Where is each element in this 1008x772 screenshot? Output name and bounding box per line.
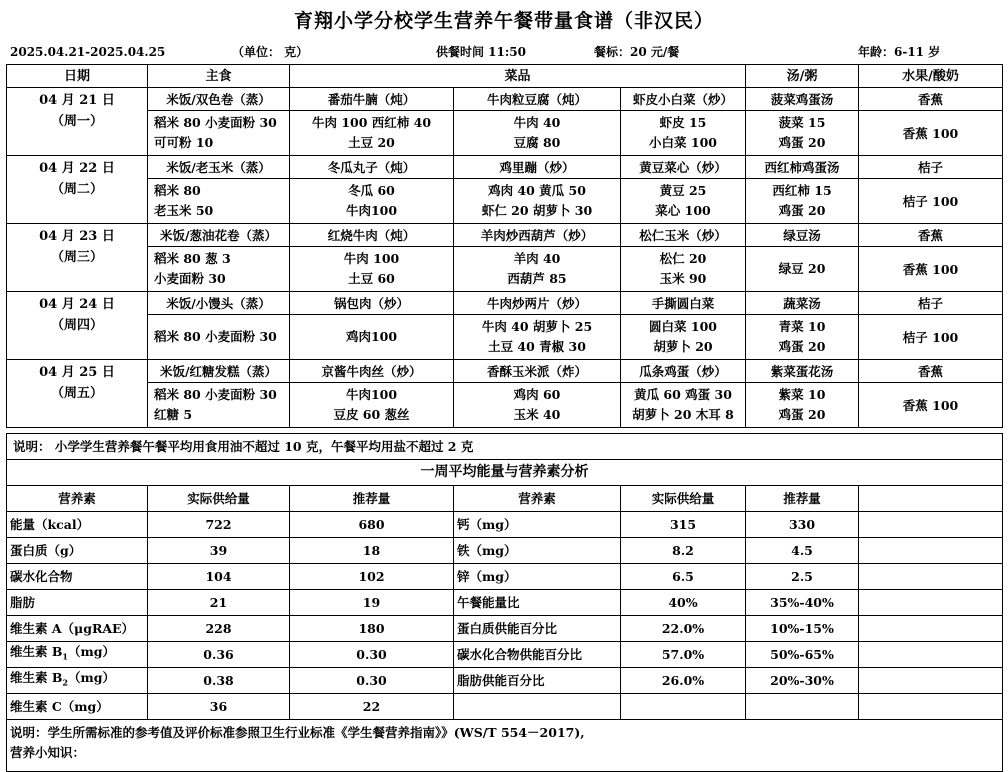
oil-salt-note: 说明： 小学学生营养餐午餐平均用食用油不超过 10 克，午餐平均用盐不超过 2 克: [7, 434, 1003, 460]
ingredient-line: 西红柿 15: [772, 183, 832, 198]
dish2-ingredients: [454, 315, 621, 360]
fruit-name: 桔子: [859, 292, 1003, 315]
dish3-name: 黄豆菜心（炒）: [621, 156, 746, 179]
ingredient-line: 鸡蛋 20: [778, 203, 826, 218]
soup-ingredients: [746, 315, 859, 360]
day-date: 04 月 23 日: [39, 229, 115, 244]
dish1-ingredients: [290, 111, 454, 156]
ingredient-line: 稻米 80 小麦面粉 30: [154, 115, 277, 130]
header-soup: 汤/粥: [746, 65, 859, 88]
ingredient-line: 菜心 100: [655, 203, 711, 218]
page-title: 育翔小学分校学生营养午餐带量食谱（非汉民）: [293, 10, 714, 32]
header-actual-2: 实际供给量: [621, 486, 746, 512]
dish3-ingredients: [621, 315, 746, 360]
actual-value: 21: [148, 590, 290, 616]
fruit-name: 桔子: [859, 156, 1003, 179]
nutrient-row: [7, 564, 1003, 590]
ingredient-line: 鸡肉 60: [513, 387, 561, 402]
recommended-value-2: [746, 694, 859, 720]
header-recommended: 推荐量: [290, 486, 454, 512]
actual-value-2: 22.0%: [621, 616, 746, 642]
nutrition-table: [6, 433, 1003, 772]
nutrient-row: [7, 694, 1003, 720]
nutrient-name-2: 铁（mg）: [454, 538, 621, 564]
nutrient-name: 能量（kcal）: [7, 512, 148, 538]
recommended-value-2: 20%-30%: [746, 668, 859, 694]
nutrient-name-2: 午餐能量比: [454, 590, 621, 616]
dish3-name: 虾皮小白菜（炒）: [621, 88, 746, 111]
ingredient-line: 牛肉 100 西红柿 40: [311, 115, 432, 130]
actual-value: 722: [148, 512, 290, 538]
dish3-ingredients: [621, 383, 746, 428]
ingredient-line: 胡萝卜 20: [653, 339, 713, 354]
ingredient-line: 西葫芦 85: [507, 271, 567, 286]
soup-ingredients: [746, 247, 859, 292]
day-name-row: [7, 292, 1003, 315]
menu-header-row: [7, 65, 1003, 88]
day-date-cell: [7, 88, 148, 156]
day-weekday: （周二）: [50, 182, 103, 197]
day-name-row: [7, 156, 1003, 179]
recommended-value-2: 10%-15%: [746, 616, 859, 642]
ingredient-line: 鸡蛋 20: [778, 339, 826, 354]
empty-cell: [859, 538, 1003, 564]
dish1-name: 番茄牛腩（炖）: [290, 88, 454, 111]
day-date: 04 月 24 日: [39, 297, 115, 312]
day-name-row: [7, 224, 1003, 247]
ingredient-line: 稻米 80 小麦面粉 30: [154, 329, 277, 344]
nutrient-name-2: 蛋白质供能百分比: [454, 616, 621, 642]
empty-cell: [859, 668, 1003, 694]
soup-name: 蔬菜汤: [746, 292, 859, 315]
actual-value: 39: [148, 538, 290, 564]
fruit-amount: 桔子 100: [859, 315, 1003, 360]
header-actual: 实际供给量: [148, 486, 290, 512]
header-dishes: 菜品: [290, 65, 746, 88]
ingredient-line: 牛肉 40 胡萝卜 25: [481, 319, 593, 334]
day-ingredient-row: [7, 383, 1003, 428]
meal-standard: 餐标：20 元/餐: [594, 45, 680, 59]
actual-value-2: 8.2: [621, 538, 746, 564]
ingredient-line: 绿豆 20: [778, 261, 826, 276]
recommended-value-2: 2.5: [746, 564, 859, 590]
day-weekday: （周四）: [50, 318, 103, 333]
ingredient-line: 鸡蛋 20: [778, 135, 826, 150]
soup-ingredients: [746, 383, 859, 428]
actual-value: 0.38: [148, 668, 290, 694]
fruit-name: 香蕉: [859, 360, 1003, 383]
dish3-ingredients: [621, 111, 746, 156]
ingredient-line: 菠菜 15: [778, 115, 826, 130]
recommended-value: 22: [290, 694, 454, 720]
ingredient-line: 牛肉100: [345, 387, 398, 402]
nutrient-name: 维生素 A（μgRAE）: [7, 616, 148, 642]
soup-ingredients: [746, 111, 859, 156]
ingredient-line: 牛肉100: [345, 203, 398, 218]
day-date-cell: [7, 292, 148, 360]
day-name-row: [7, 88, 1003, 111]
recommended-value-2: 4.5: [746, 538, 859, 564]
nutrient-row: [7, 668, 1003, 694]
ingredient-line: 土豆 40 青椒 30: [488, 339, 586, 354]
day-date-cell: [7, 224, 148, 292]
dish3-ingredients: [621, 179, 746, 224]
actual-value: 228: [148, 616, 290, 642]
actual-value-2: [621, 694, 746, 720]
nutrient-row: [7, 538, 1003, 564]
ingredient-line: 紫菜 10: [778, 387, 826, 402]
dish3-ingredients: [621, 247, 746, 292]
fruit-amount: 桔子 100: [859, 179, 1003, 224]
empty-cell: [859, 512, 1003, 538]
dish3-name: 瓜条鸡蛋（炒）: [621, 360, 746, 383]
ingredient-line: 豆腐 80: [513, 135, 561, 150]
soup-name: 紫菜蛋花汤: [746, 360, 859, 383]
ingredient-line: 豆皮 60 葱丝: [333, 407, 410, 422]
ingredient-line: 稻米 80 葱 3: [154, 251, 231, 266]
header-staple: 主食: [148, 65, 290, 88]
actual-value-2: 40%: [621, 590, 746, 616]
actual-value-2: 315: [621, 512, 746, 538]
fruit-amount: 香蕉 100: [859, 247, 1003, 292]
nutrient-row: [7, 642, 1003, 668]
ingredient-line: 土豆 60: [348, 271, 395, 286]
nutrient-name-2: 碳水化合物供能百分比: [454, 642, 621, 668]
recommended-value-2: 35%-40%: [746, 590, 859, 616]
nutrient-name: 维生素 $B_1(mg)$: [7, 642, 148, 668]
fruit-amount: 香蕉 100: [859, 383, 1003, 428]
actual-value: 104: [148, 564, 290, 590]
staple-ingredients: [148, 315, 290, 360]
ingredient-line: 黄豆 25: [659, 183, 707, 198]
dish1-ingredients: [290, 247, 454, 292]
ingredient-line: 羊肉 40: [513, 251, 561, 266]
dish3-name: 手撕圆白菜: [621, 292, 746, 315]
empty-cell: [859, 616, 1003, 642]
ingredient-line: 玉米 90: [659, 271, 707, 286]
ingredient-line: 红糖 5: [154, 407, 193, 422]
header-nutrient: 营养素: [7, 486, 148, 512]
ingredient-line: 老玉米 50: [154, 203, 214, 218]
age-range: 年龄：6-11 岁: [858, 45, 941, 59]
day-ingredient-row: [7, 111, 1003, 156]
ingredient-line: 虾仁 20 胡萝卜 30: [481, 203, 593, 218]
dish3-name: 松仁玉米（炒）: [621, 224, 746, 247]
ingredient-line: 小麦面粉 30: [154, 271, 226, 286]
dish2-name: 鸡里蹦（炒）: [454, 156, 621, 179]
staple-name: 米饭/双色卷（蒸）: [148, 88, 290, 111]
header-date: 日期: [7, 65, 148, 88]
ingredient-line: 黄瓜 60 鸡蛋 30: [634, 387, 732, 402]
actual-value-2: 57.0%: [621, 642, 746, 668]
ingredient-line: 牛肉 40: [513, 115, 561, 130]
header-recommended-2: 推荐量: [746, 486, 859, 512]
empty-cell: [859, 642, 1003, 668]
soup-name: 绿豆汤: [746, 224, 859, 247]
staple-name: 米饭/葱油花卷（蒸）: [148, 224, 290, 247]
footer-nutrition-tips: 营养小知识：: [10, 745, 86, 760]
day-date: 04 月 25 日: [39, 365, 115, 380]
actual-value-2: 26.0%: [621, 668, 746, 694]
dish2-name: 羊肉炒西葫芦（炒）: [454, 224, 621, 247]
nutrition-header-row: [7, 486, 1003, 512]
recommended-value: 0.30: [290, 668, 454, 694]
nutrient-name: 脂肪: [7, 590, 148, 616]
ingredient-line: 玉米 40: [513, 407, 561, 422]
day-weekday: （周三）: [50, 250, 103, 265]
day-ingredient-row: [7, 247, 1003, 292]
day-date-cell: [7, 360, 148, 428]
dish2-name: 香酥玉米派（炸）: [454, 360, 621, 383]
nutrient-name: 维生素 $B_2(mg)$: [7, 668, 148, 694]
ingredient-line: 稻米 80 小麦面粉 30: [154, 387, 277, 402]
dish1-ingredients: [290, 315, 454, 360]
staple-ingredients: [148, 383, 290, 428]
day-ingredient-row: [7, 179, 1003, 224]
ingredient-line: 胡萝卜 20 木耳 8: [632, 407, 734, 422]
ingredient-line: 小白菜 100: [649, 135, 717, 150]
dish1-ingredients: [290, 179, 454, 224]
fruit-name: 香蕉: [859, 88, 1003, 111]
recommended-value: 18: [290, 538, 454, 564]
day-weekday: （周五）: [50, 386, 103, 401]
actual-value: 0.36: [148, 642, 290, 668]
staple-ingredients: [148, 179, 290, 224]
ingredient-line: 牛肉 100: [343, 251, 400, 266]
nutrient-row: [7, 512, 1003, 538]
ingredient-line: 鸡蛋 20: [778, 407, 826, 422]
empty-cell: [859, 564, 1003, 590]
staple-ingredients: [148, 111, 290, 156]
nutrient-name-2: [454, 694, 621, 720]
empty-cell: [859, 590, 1003, 616]
nutrient-name-2: 锌（mg）: [454, 564, 621, 590]
dish1-name: 锅包肉（炒）: [290, 292, 454, 315]
dish2-name: 牛肉炒两片（炒）: [454, 292, 621, 315]
dish1-ingredients: [290, 383, 454, 428]
recommended-value: 0.30: [290, 642, 454, 668]
date-range: 2025.04.21-2025.04.25: [10, 45, 166, 59]
nutrient-name: 碳水化合物: [7, 564, 148, 590]
day-name-row: [7, 360, 1003, 383]
ingredient-line: 松仁 20: [659, 251, 707, 266]
nutrient-name: 蛋白质（g）: [7, 538, 148, 564]
staple-name: 米饭/老玉米（蒸）: [148, 156, 290, 179]
ingredient-line: 鸡肉 40 黄瓜 50: [488, 183, 586, 198]
nutrient-row: [7, 590, 1003, 616]
dish1-name: 冬瓜丸子（炖）: [290, 156, 454, 179]
ingredient-line: 圆白菜 100: [649, 319, 717, 334]
ingredient-line: 鸡肉100: [345, 329, 398, 344]
actual-value-2: 6.5: [621, 564, 746, 590]
ingredient-line: 青菜 10: [778, 319, 826, 334]
unit-label: （单位： 克）: [232, 45, 309, 59]
nutrient-row: [7, 616, 1003, 642]
staple-name: 米饭/红糖发糕（蒸）: [148, 360, 290, 383]
menu-table: [6, 64, 1003, 428]
day-ingredient-row: [7, 315, 1003, 360]
staple-name: 米饭/小馒头（蒸）: [148, 292, 290, 315]
header-fruit: 水果/酸奶: [859, 65, 1003, 88]
empty-cell: [859, 694, 1003, 720]
footer-note: [7, 720, 1003, 772]
nutrient-name-2: 钙（mg）: [454, 512, 621, 538]
serve-time: 供餐时间 11:50: [436, 45, 527, 59]
ingredient-line: 稻米 80: [154, 183, 201, 198]
ingredient-line: 冬瓜 60: [348, 183, 395, 198]
dish2-ingredients: [454, 383, 621, 428]
ingredient-line: 土豆 20: [348, 135, 395, 150]
soup-ingredients: [746, 179, 859, 224]
empty-cell: [859, 486, 1003, 512]
footer-reference: 说明：学生所需标准的参考值及评价标准参照卫生行业标准《学生餐营养指南》》(WS/T 554－2017),: [10, 725, 585, 740]
actual-value: 36: [148, 694, 290, 720]
recommended-value-2: 50%-65%: [746, 642, 859, 668]
dish1-name: 京酱牛肉丝（炒）: [290, 360, 454, 383]
recommended-value: 680: [290, 512, 454, 538]
fruit-name: 香蕉: [859, 224, 1003, 247]
day-date-cell: [7, 156, 148, 224]
ingredient-line: 虾皮 15: [659, 115, 707, 130]
recommended-value: 102: [290, 564, 454, 590]
nutrient-name: 维生素 C（mg）: [7, 694, 148, 720]
section-title: 一周平均能量与营养素分析: [7, 460, 1003, 486]
recommended-value-2: 330: [746, 512, 859, 538]
soup-name: 菠菜鸡蛋汤: [746, 88, 859, 111]
dish2-ingredients: [454, 179, 621, 224]
recommended-value: 19: [290, 590, 454, 616]
day-date: 04 月 22 日: [39, 161, 115, 176]
recommended-value: 180: [290, 616, 454, 642]
staple-ingredients: [148, 247, 290, 292]
dish2-ingredients: [454, 111, 621, 156]
ingredient-line: 可可粉 10: [154, 135, 214, 150]
dish2-ingredients: [454, 247, 621, 292]
day-date: 04 月 21 日: [39, 93, 115, 108]
dish1-name: 红烧牛肉（炖）: [290, 224, 454, 247]
dish2-name: 牛肉粒豆腐（炖）: [454, 88, 621, 111]
soup-name: 西红柿鸡蛋汤: [746, 156, 859, 179]
fruit-amount: 香蕉 100: [859, 111, 1003, 156]
header-nutrient-2: 营养素: [454, 486, 621, 512]
nutrient-name-2: 脂肪供能百分比: [454, 668, 621, 694]
day-weekday: （周一）: [50, 114, 103, 129]
